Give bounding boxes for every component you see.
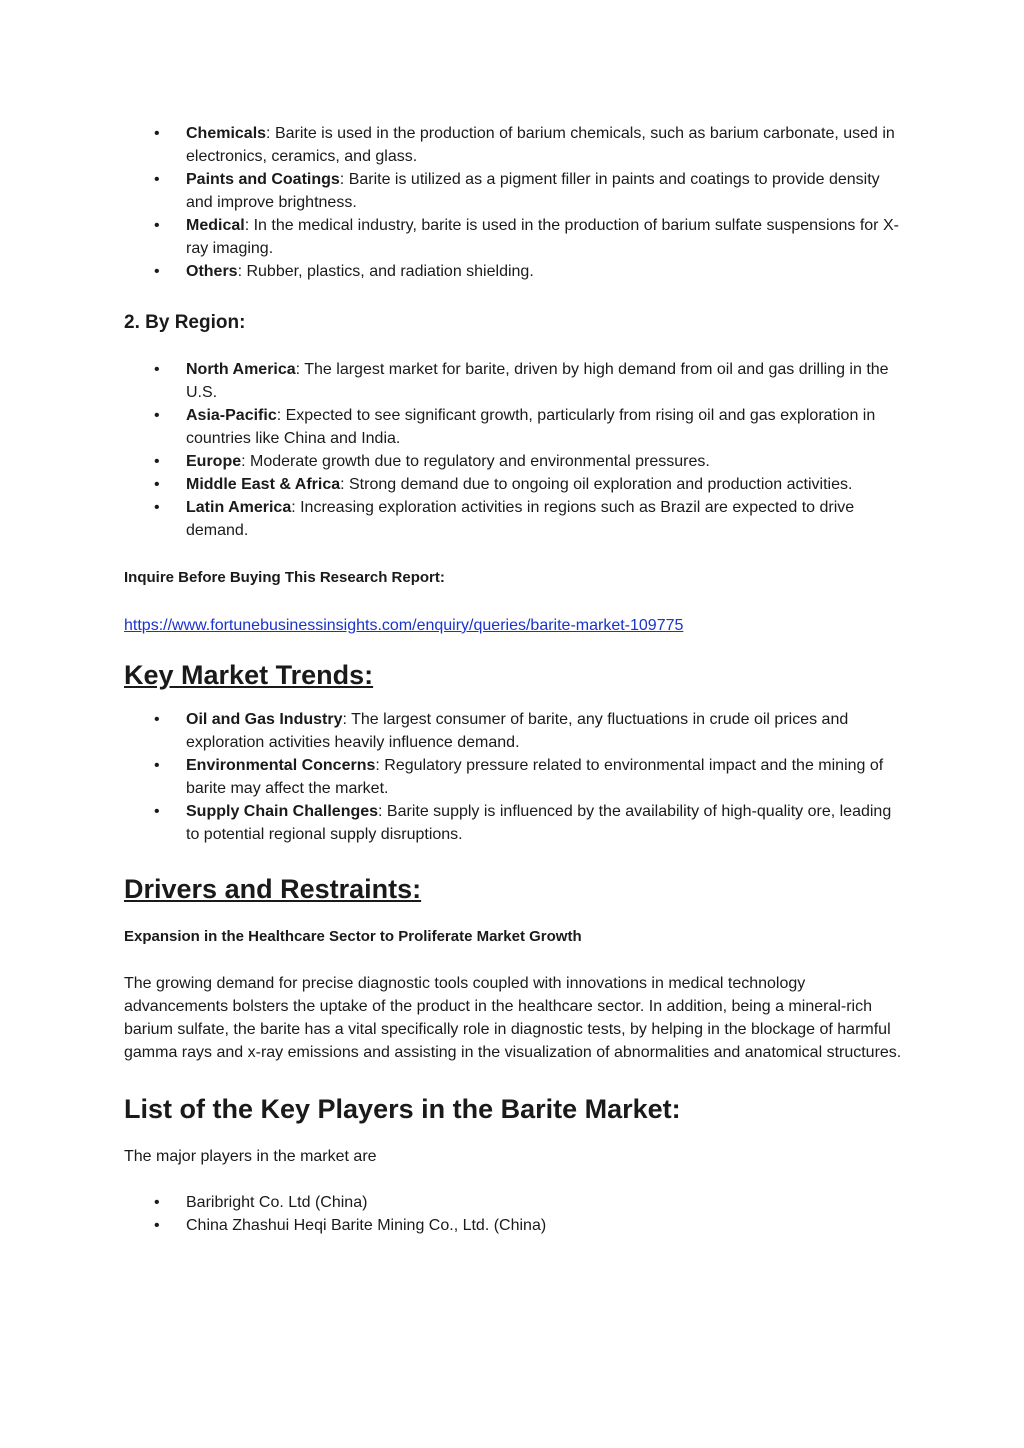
item-text: : Expected to see significant growth, particularly from rising oil and gas exploration in countries like China and India. bbox=[186, 407, 876, 447]
list-item bbox=[124, 260, 904, 283]
item-text: : In the medical industry, barite is used in the production of barium sulfate suspensions for X-ray imaging. bbox=[186, 217, 899, 257]
list-item bbox=[124, 496, 904, 542]
item-text: : The largest consumer of barite, any fluctuations in crude oil prices and exploration activities heavily influence demand. bbox=[186, 711, 849, 751]
item-term: Environmental Concerns bbox=[186, 757, 376, 774]
trends-list bbox=[124, 708, 904, 846]
item-text: : Barite supply is influenced by the availability of high-quality ore, leading to potential regional supply disruptions. bbox=[186, 803, 892, 843]
item-term: Medical bbox=[186, 217, 245, 234]
item-term: Paints and Coatings bbox=[186, 171, 340, 188]
item-term: Europe bbox=[186, 453, 242, 470]
list-item bbox=[124, 358, 904, 404]
item-term: Chemicals bbox=[186, 125, 267, 142]
item-text: : Regulatory pressure related to environmental impact and the mining of barite may affect the market. bbox=[186, 757, 884, 797]
item-term: Oil and Gas Industry bbox=[186, 711, 343, 728]
item-term: Supply Chain Challenges bbox=[186, 803, 379, 820]
region-list bbox=[124, 358, 904, 542]
list-item bbox=[124, 800, 904, 846]
list-item bbox=[124, 214, 904, 260]
item-term: Middle East & Africa bbox=[186, 476, 341, 493]
key-trends-heading: Key Market Trends: bbox=[124, 660, 374, 690]
list-item bbox=[124, 473, 904, 496]
item-term: Latin America bbox=[186, 499, 292, 516]
item-term: Others bbox=[186, 263, 238, 280]
inquire-link[interactable]: https://www.fortunebusinessinsights.com/enquiry/queries/barite-market-109775 bbox=[124, 617, 684, 634]
region-heading: 2. By Region: bbox=[124, 312, 246, 333]
item-term: Asia-Pacific bbox=[186, 407, 277, 424]
item-text: : Increasing exploration activities in regions such as Brazil are expected to drive demand. bbox=[186, 499, 855, 539]
inquire-link-row bbox=[124, 615, 904, 637]
item-text: : The largest market for barite, driven by high demand from oil and gas drilling in the U.S. bbox=[186, 361, 889, 401]
list-item bbox=[124, 708, 904, 754]
page-content bbox=[124, 122, 904, 1237]
list-item bbox=[124, 450, 904, 473]
players-intro: The major players in the market are bbox=[124, 1148, 377, 1165]
players-list bbox=[124, 1191, 904, 1237]
key-players-heading: List of the Key Players in the Barite Market: bbox=[124, 1094, 681, 1124]
item-text: : Moderate growth due to regulatory and environmental pressures. bbox=[241, 453, 710, 470]
item-text: : Barite is utilized as a pigment filler in paints and coatings to provide density and improve brightness. bbox=[186, 171, 880, 211]
item-text: : Strong demand due to ongoing oil exploration and production activities. bbox=[340, 476, 853, 493]
item-text: : Rubber, plastics, and radiation shielding. bbox=[237, 263, 534, 280]
item-term: North America bbox=[186, 361, 296, 378]
applications-list bbox=[124, 122, 904, 283]
list-item: • Baribright Co. Ltd (China) bbox=[124, 1191, 904, 1214]
inquire-label: Inquire Before Buying This Research Report: bbox=[124, 569, 445, 586]
drivers-subheading: Expansion in the Healthcare Sector to Proliferate Market Growth bbox=[124, 928, 582, 945]
list-item: • China Zhashui Heqi Barite Mining Co., Ltd. (China) bbox=[124, 1214, 904, 1237]
item-text: : Barite is used in the production of barium chemicals, such as barium carbonate, used in electronics, ceramics, and glass. bbox=[186, 125, 895, 165]
drivers-paragraph: The growing demand for precise diagnostic tools coupled with innovations in medical technology advancements bolsters the uptake of the product in the healthcare sector. In addition, being a mineral-rich barium sulfate, the barite has a vital specifically role in diagnostic tests, by helping in the blockage of harmful gamma rays and x-ray emissions and assisting in the visualization of abnormalities and anatomical structures. bbox=[124, 975, 902, 1061]
drivers-heading: Drivers and Restraints: bbox=[124, 874, 422, 904]
list-item bbox=[124, 404, 904, 450]
list-item bbox=[124, 122, 904, 168]
list-item bbox=[124, 168, 904, 214]
list-item bbox=[124, 754, 904, 800]
